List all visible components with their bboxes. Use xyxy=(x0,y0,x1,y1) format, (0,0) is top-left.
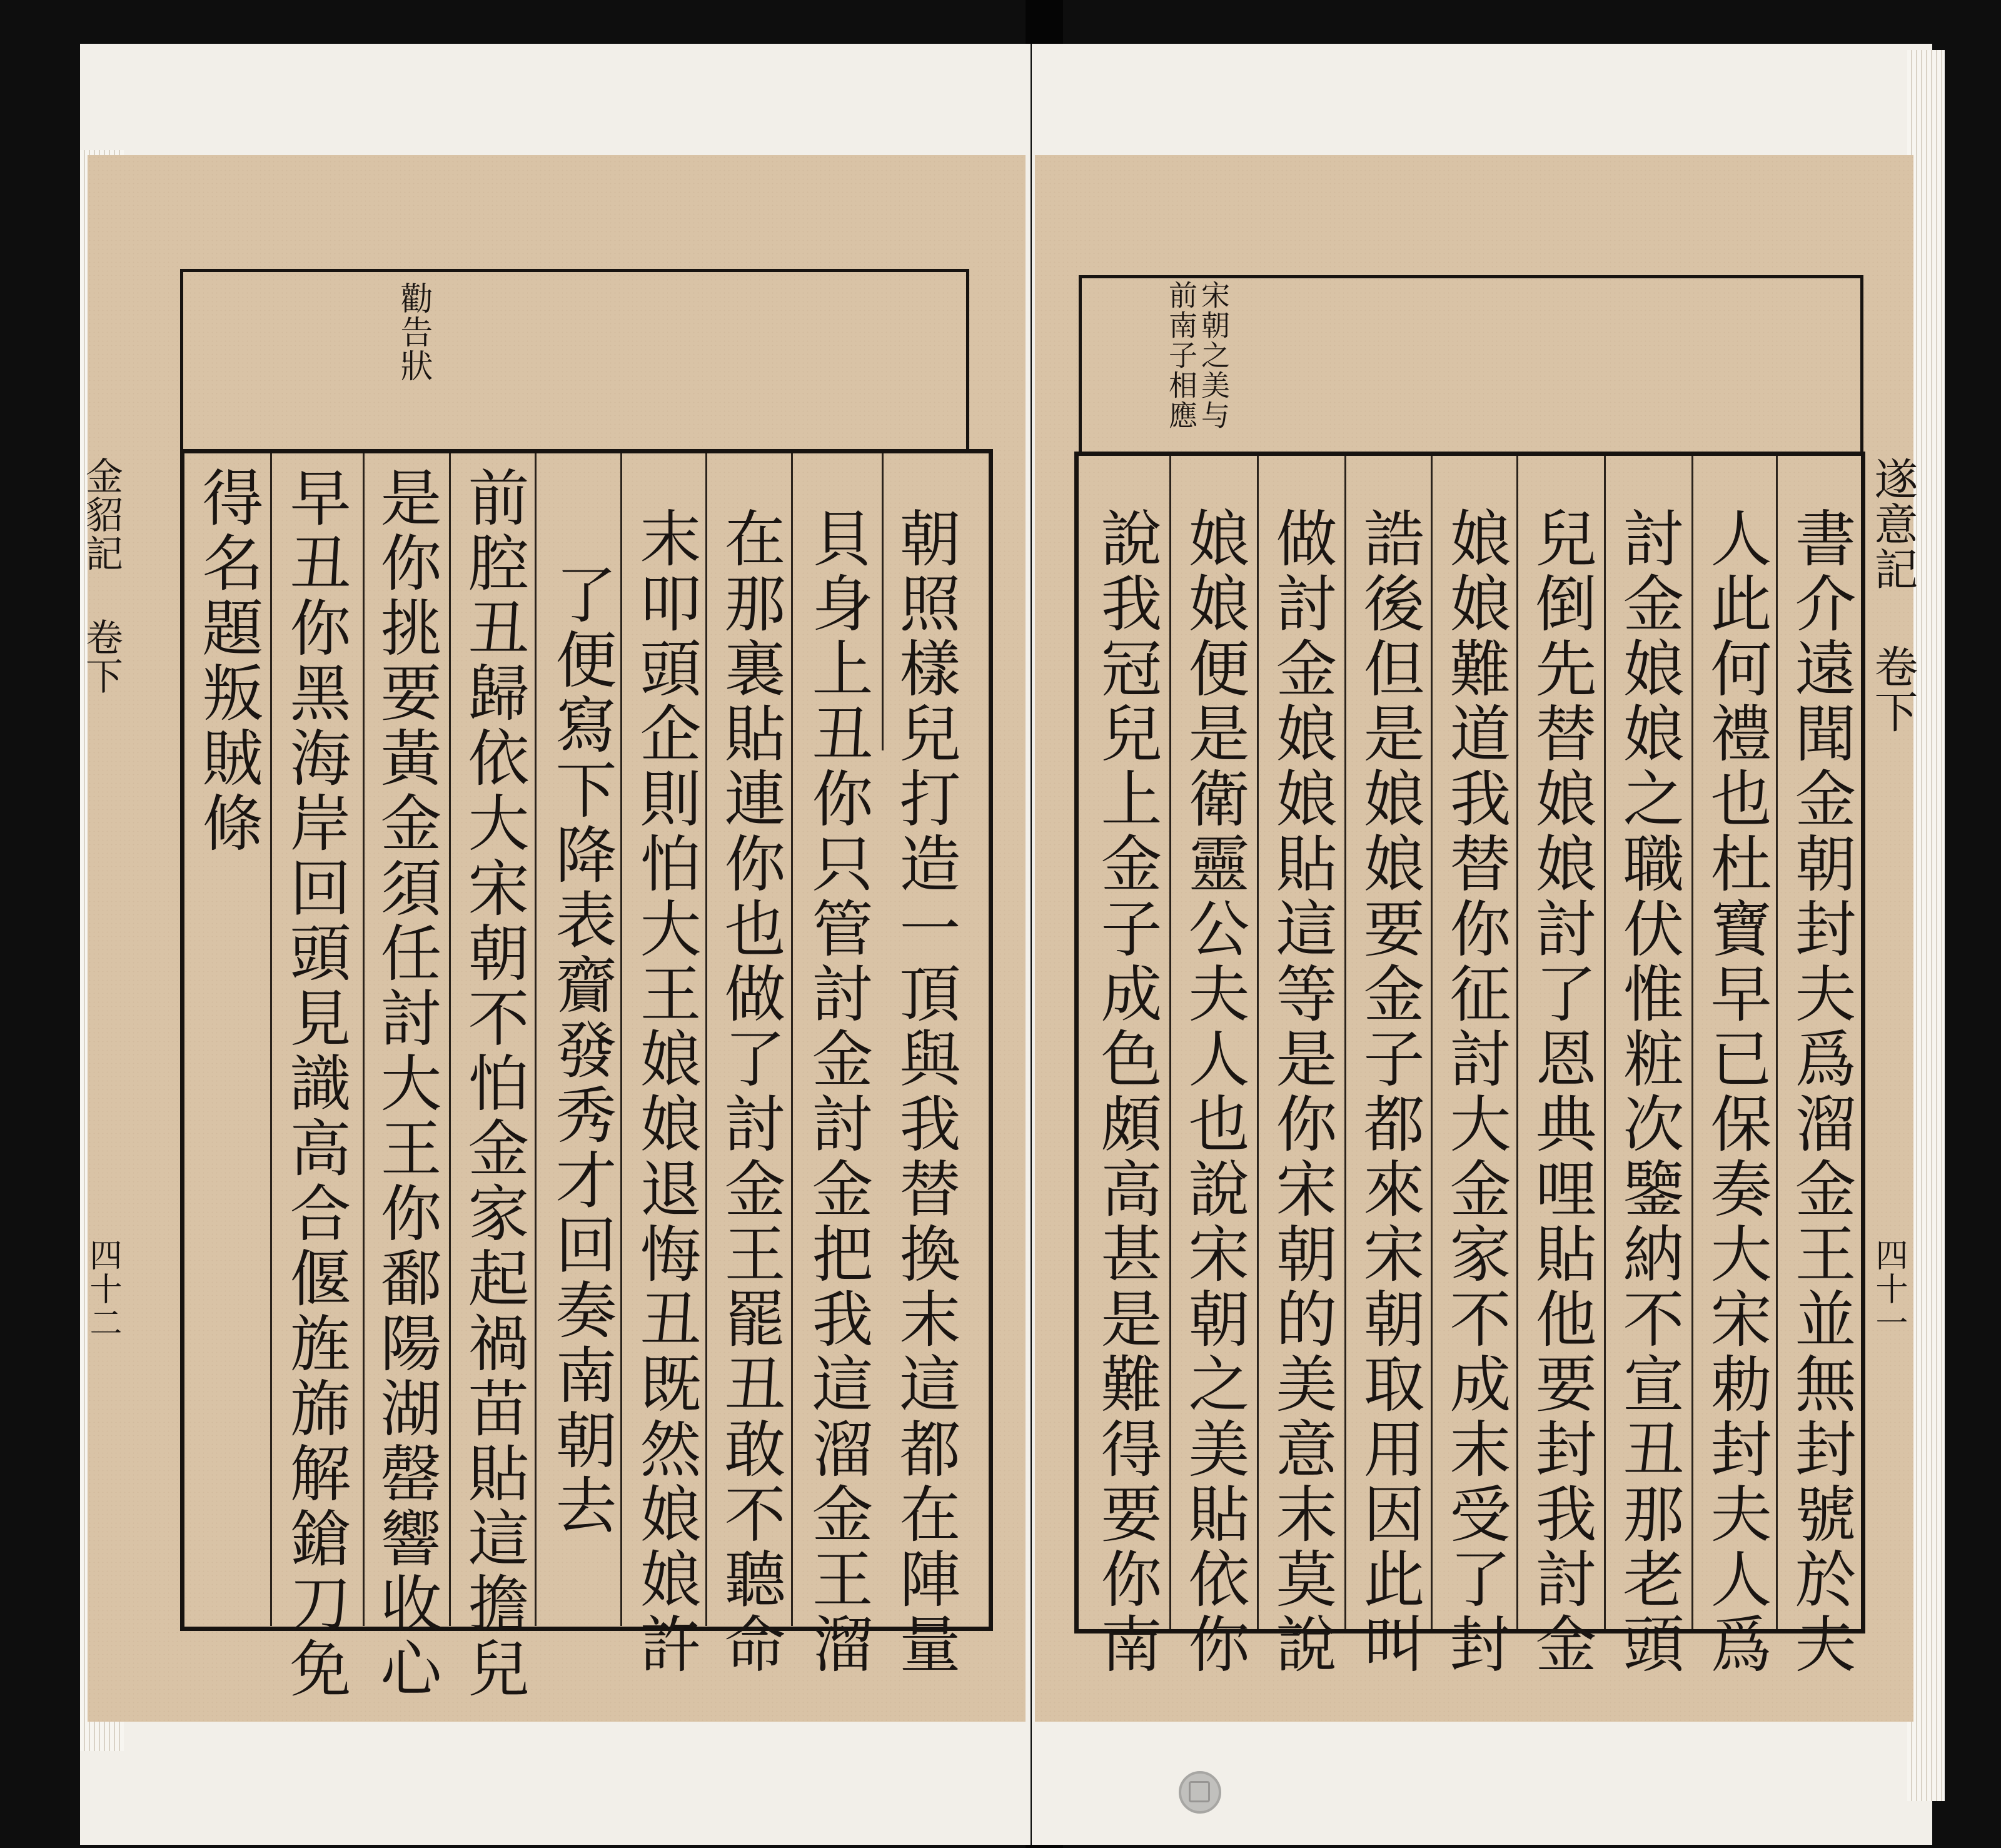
right-margin-title: 遂意記 卷下 xyxy=(1867,457,1918,734)
right-text-column: 書介遠聞金朝封夫爲溜金王並無封號於夫 xyxy=(1785,507,1856,1677)
right-column-rule xyxy=(1691,456,1693,1629)
left-text-column: 得名題叛賊條 xyxy=(192,466,263,856)
right-header-note: 宋朝之美与 xyxy=(1197,280,1231,430)
right-text-column: 誥後但是娘娘要金子都來宋朝取用因此叫 xyxy=(1353,507,1424,1677)
left-text-column: 在那裏貼連你也做了討金王罷丑敢不聽命 xyxy=(714,507,785,1677)
left-text-column: 了便寫下降表齎發秀才回奏南朝去 xyxy=(545,563,617,1538)
left-header-note: 勸告狀 xyxy=(395,281,432,383)
right-text-column: 人此何禮也杜寶早已保奏大宋勅封夫人爲 xyxy=(1700,507,1772,1677)
right-column-rule xyxy=(1516,456,1518,1629)
right-column-rule xyxy=(1604,456,1606,1629)
left-column-rule xyxy=(270,453,272,1626)
left-column-rule xyxy=(535,453,537,1626)
left-column-rule xyxy=(791,453,793,1626)
left-text-column: 貝身上丑你只管討金討金把我這溜金王溜 xyxy=(802,507,873,1677)
right-column-rule xyxy=(1169,456,1171,1629)
right-column-rule xyxy=(1776,456,1778,1629)
library-seal-icon xyxy=(1179,1771,1221,1814)
left-column-rule xyxy=(449,453,451,1626)
left-column-rule xyxy=(705,453,707,1626)
right-folio: 四十一 xyxy=(1870,1238,1907,1340)
left-text-column: 前腔丑歸依大宋朝不怕金家起禍苗貼這擔兒 xyxy=(458,466,529,1702)
right-column-rule xyxy=(1431,456,1433,1629)
right-text-column: 娘娘難道我替你征討大金家不成末受了封 xyxy=(1439,507,1511,1677)
left-text-column: 末叩頭企則怕大王娘娘退悔丑既然娘娘許 xyxy=(630,507,701,1677)
right-text-column: 兒倒先替娘娘討了恩典哩貼他要封我討金 xyxy=(1525,507,1596,1677)
left-folio: 四十二 xyxy=(84,1238,121,1340)
right-text-column: 做討金娘娘貼這等是你宋朝的美意末莫說 xyxy=(1266,507,1337,1677)
left-margin-title: 金貂記 卷下 xyxy=(79,457,123,695)
left-header-box xyxy=(180,269,969,450)
left-column-rule xyxy=(882,453,884,750)
right-header-note: 前南子相應 xyxy=(1164,280,1198,430)
left-text-column: 是你挑要黃金須任討大王你鄱陽湖罄響收心 xyxy=(370,466,441,1702)
right-text-column: 說我冠兒上金子成色頗高甚是難得要你南 xyxy=(1091,507,1162,1677)
right-text-column: 娘娘便是衛靈公夫人也說宋朝之美貼依你 xyxy=(1178,507,1249,1677)
left-column-rule xyxy=(363,453,365,1626)
left-text-column: 朝照樣兒打造一頂與我替換末這都在陣量 xyxy=(889,507,960,1677)
left-text-column: 早丑你黑海岸回頭見識高合偃旌旆解鎗刀免 xyxy=(280,466,351,1702)
right-text-column: 討金娘娘之職伏惟粧次鑒納不宣丑那老頭 xyxy=(1613,507,1684,1677)
left-column-rule xyxy=(620,453,622,1626)
right-column-rule xyxy=(1257,456,1259,1629)
right-column-rule xyxy=(1344,456,1346,1629)
